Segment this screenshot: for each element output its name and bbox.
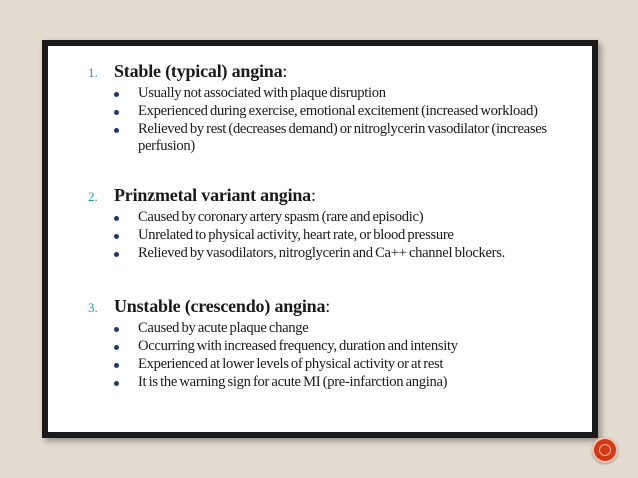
section-title-text: Unstable (crescendo) angina: [114, 296, 326, 316]
bullet-list: [48, 209, 592, 262]
list-item: [48, 320, 592, 337]
bullet-icon: [114, 110, 119, 115]
section-title-colon: :: [325, 296, 331, 316]
bullet-icon: [114, 363, 119, 368]
slide-frame: [42, 40, 598, 438]
list-item: [48, 338, 592, 355]
section-unstable-angina: [48, 296, 592, 391]
bullet-icon: [114, 381, 119, 386]
list-item: [48, 227, 592, 244]
section-heading: [48, 296, 592, 320]
bullet-text: Experienced at lower levels of physical activity or at rest: [138, 356, 444, 372]
bullet-text: Experienced during exercise, emotional excitement (increased workload): [138, 103, 538, 119]
bullet-text: Occurring with increased frequency, duration and intensity: [138, 338, 458, 354]
bullet-text: Relieved by rest (decreases demand) or nitroglycerin vasodilator (increases perfusion): [138, 121, 547, 154]
section-title-text: Prinzmetal variant angina: [114, 185, 311, 205]
list-item: [48, 245, 592, 262]
slide-content: [48, 46, 592, 432]
bullet-icon: [114, 345, 119, 350]
bullet-text: Unrelated to physical activity, heart rate, or blood pressure: [138, 227, 454, 243]
bullet-text: Relieved by vasodilators, nitroglycerin and Ca++ channel blockers.: [138, 245, 505, 261]
section-title: [114, 61, 287, 82]
section-title-text: Stable (typical) angina: [114, 61, 283, 81]
list-item: [48, 85, 592, 102]
bullet-icon: [114, 252, 119, 257]
bullet-icon: [114, 92, 119, 97]
section-prinzmetal-angina: [48, 185, 592, 262]
section-stable-angina: [48, 61, 592, 155]
bullet-text: Usually not associated with plaque disruption: [138, 85, 386, 101]
bullet-icon: [114, 234, 119, 239]
list-item: [48, 121, 592, 155]
bullet-text: It is the warning sign for acute MI (pre-infarction angina): [138, 374, 448, 390]
list-item: [48, 356, 592, 373]
bullet-icon: [114, 216, 119, 221]
section-number: 2.: [88, 189, 98, 204]
section-number: 3.: [88, 300, 98, 315]
list-item: [48, 374, 592, 391]
section-title-colon: :: [282, 61, 288, 81]
list-item: [48, 209, 592, 226]
section-heading: [48, 61, 592, 85]
bullet-text: Caused by acute plaque change: [138, 320, 309, 336]
bullet-text: Caused by coronary artery spasm (rare and episodic): [138, 209, 424, 225]
section-title: [114, 296, 330, 317]
bullet-icon: [114, 327, 119, 332]
circle-nav-icon[interactable]: [592, 437, 618, 463]
section-number: 1.: [88, 65, 98, 80]
section-title: [114, 185, 316, 206]
bullet-list: [48, 85, 592, 155]
bullet-list: [48, 320, 592, 391]
list-item: [48, 103, 592, 120]
section-title-colon: :: [310, 185, 316, 205]
section-heading: [48, 185, 592, 209]
bullet-icon: [114, 128, 119, 133]
